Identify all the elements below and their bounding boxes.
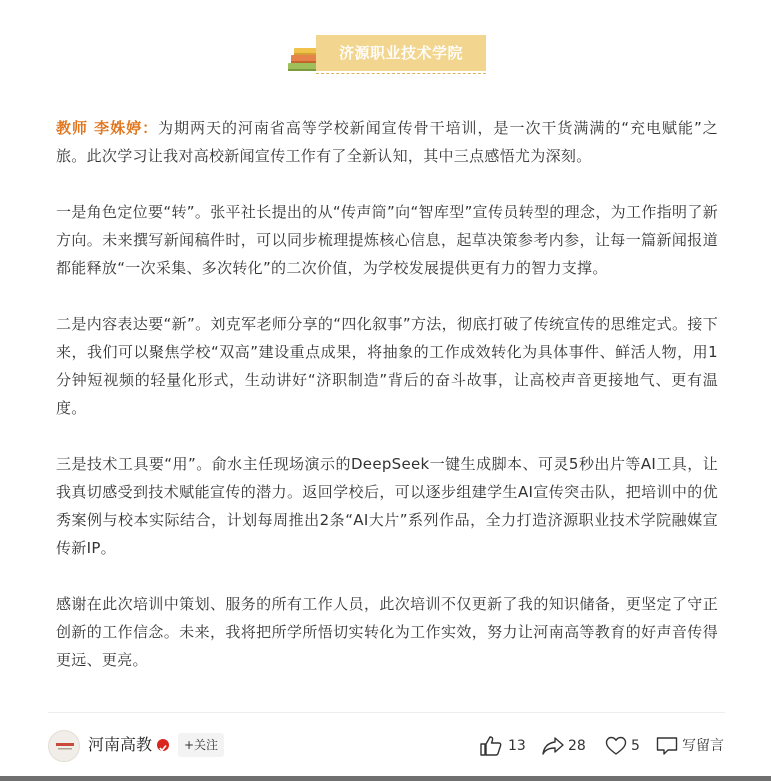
bottom-edge-bar <box>0 776 771 781</box>
like-button[interactable] <box>480 732 540 760</box>
article-paragraph-3: 二是内容表达要“新”。刘克军老师分享的“四化叙事”方法，彻底打破了传统宣传的思维定式。接下来，我们可以聚焦学校“双高”建设重点成果，将抽象的工作成效转化为具体事件、鲜活人物，用1分钟短视频的轻量化形式，生动讲好“济职制造”背后的奋斗故事，让高校声音更接地气、更有温度。 <box>56 315 718 417</box>
account-name[interactable]: 河南高教 <box>88 735 153 754</box>
thumbs-up-icon <box>480 736 502 756</box>
article-paragraph-2: 一是角色定位要“转”。张平社长提出的从“传声筒”向“智库型”宣传员转型的理念，为工作指明了新方向。未来撰写新闻稿件时，可以同步梳理提炼核心信息，起草决策参考内参，让每一篇新闻报道都能释放“一次采集、多次转化”的二次价值，为学校发展提供更有力的智力支撑。 <box>56 203 718 277</box>
author-label: 教师 李姝婷： <box>56 119 159 137</box>
comment-button[interactable] <box>656 732 728 760</box>
comment-label: 写留言 <box>682 738 724 754</box>
share-button[interactable] <box>542 732 602 760</box>
header-banner <box>286 35 486 77</box>
paragraph-1-text: 为期两天的河南省高等学校新闻宣传骨干培训，是一次干货满满的“充电赋能”之旅。此次学习让我对高校新闻宣传工作有了全新认知，其中三点感悟尤为深刻。 <box>56 119 718 165</box>
comment-icon <box>656 736 678 756</box>
avatar-logo-icon <box>49 731 80 762</box>
article-paragraph-1 <box>56 114 718 170</box>
footer-bar <box>48 728 728 764</box>
article-body <box>56 114 718 702</box>
heart-icon <box>605 736 627 756</box>
follow-button[interactable]: +关注 <box>178 733 224 757</box>
verified-icon <box>157 739 169 751</box>
article-paragraph-4: 三是技术工具要“用”。俞水主任现场演示的DeepSeek一键生成脚本、可灵5秒出片等AI工具，让我真切感受到技术赋能宣传的潜力。返回学校后，可以逐步组建学生AI宣传突击队，把培训中的优秀案例与校本实际结合，计划每周推出2条“AI大片”系列作品，全力打造济源职业技术学院融媒宣传新IP。 <box>56 455 718 557</box>
article-paragraph-5: 感谢在此次培训中策划、服务的所有工作人员，此次培训不仅更新了我的知识储备，更坚定了守正创新的工作信念。未来，我将把所学所悟切实转化为工作实效，努力让河南高等教育的好声音传得更远、更亮。 <box>56 595 718 669</box>
like-count: 13 <box>508 738 526 754</box>
favorite-button[interactable] <box>605 732 655 760</box>
banner-underline <box>316 73 486 74</box>
banner-title: 济源职业技术学院 <box>316 35 486 71</box>
share-count: 28 <box>568 738 586 754</box>
footer-divider <box>48 712 725 713</box>
share-icon <box>542 736 564 756</box>
avatar[interactable] <box>48 730 80 762</box>
favorite-count: 5 <box>631 738 640 754</box>
